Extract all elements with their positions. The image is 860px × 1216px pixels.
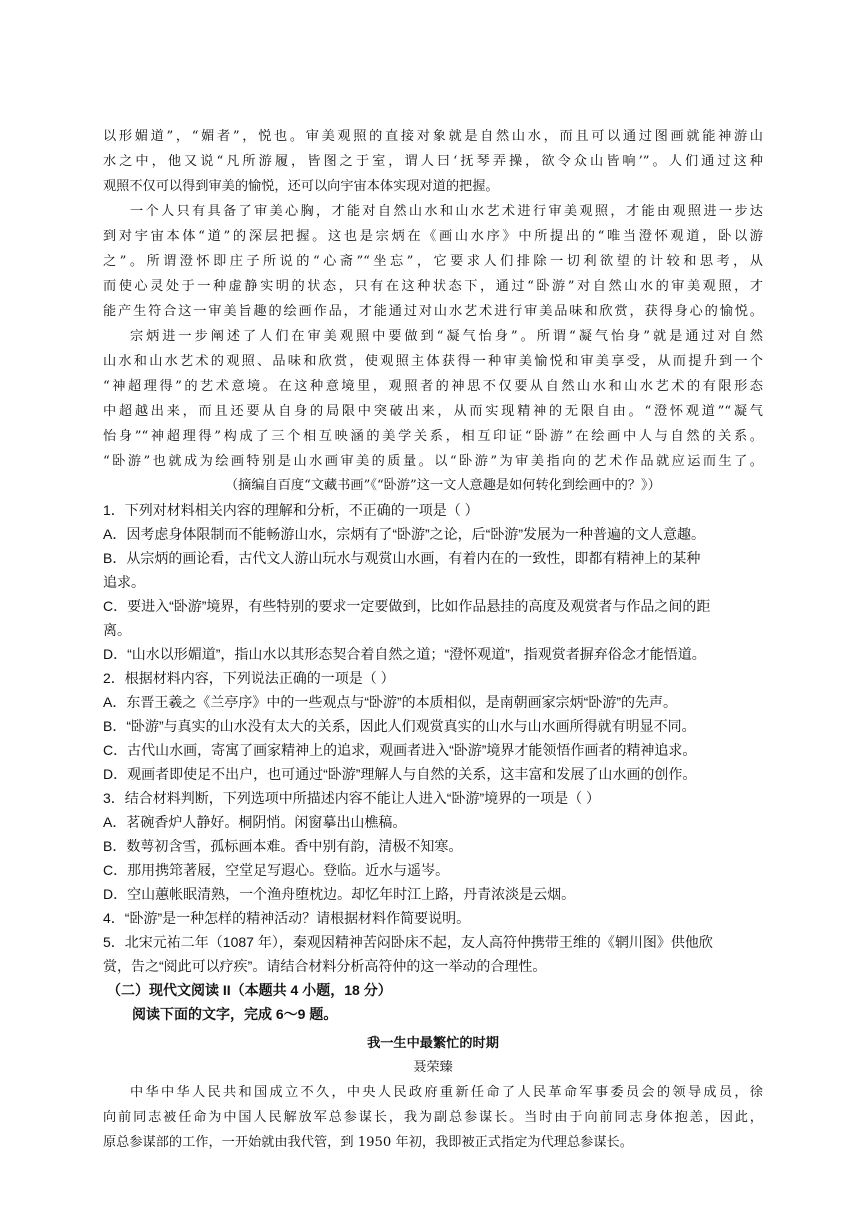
question-option: A．因考虑身体限制而不能畅游山水，宗炳有了“卧游”之论，后“卧游”发展为一种普遍的文人意趣。 <box>103 526 705 542</box>
question-stem: 2．根据材料内容，下列说法正确的一项是（ ） <box>103 670 395 686</box>
source-citation: （摘编自百度“文藏书画”《“卧游”这一文人意趣是如何转化到绘画中的？》） <box>225 478 661 493</box>
question-option: B．从宗炳的画论看，古代文人游山玩水与观赏山水画，有着内在的一致性，即都有精神上的某种 <box>103 550 701 566</box>
passage-line: 山水和山水艺术的观照、品味和欣赏，使观照主体获得一种审美愉悦和审美享受，从而提升到一个 <box>103 354 763 369</box>
question-option: D．观画者即使足不出户，也可通过“卧游”理解人与自然的关系，这丰富和发展了山水画的创作。 <box>103 766 697 782</box>
question-stem: 赏，告之“阅此可以疗疾”。请结合材料分析高符仲的这一举动的合理性。 <box>103 958 547 974</box>
question-option: D．“山水以形媚道”，指山水以其形态契合着自然之道；“澄怀观道”，指观赏者摒弃俗念才能悟道。 <box>103 646 706 662</box>
passage-line: 水之中，他又说“凡所游履，皆图之于室，谓人曰‘抚琴弄操，欲令众山皆响’”。人们通过这种 <box>103 154 763 169</box>
question-stem: 1．下列对材料相关内容的理解和分析，不正确的一项是（ ） <box>103 502 479 518</box>
question-stem: 5．北宋元祐二年（1087 年），秦观因精神苦闷卧床不起，友人高符仲携带王维的《辋川图》供他欣 <box>103 934 713 950</box>
question-option: D．空山蕙帐眠清熟，一个渔舟堕枕边。却忆年时江上路，丹青浓淡是云烟。 <box>103 886 576 902</box>
passage-line: 之”。所谓澄怀即庄子所说的“心斋”“坐忘”，它要求人们排除一切利欲望的计较和思考，从 <box>103 254 763 269</box>
passage-line: 而使心灵处于一种虚静实明的状态，只有在这种状态下，通过“卧游”对自然山水的审美观照，才 <box>103 279 763 294</box>
passage-line: 一个人只有具备了审美心胸，才能对自然山水和山水艺术进行审美观照，才能由观照进一步达 <box>130 204 763 219</box>
passage-line: 到对宇宙本体“道”的深层把握。这也是宗炳在《画山水序》中所提出的“唯当澄怀观道，卧以游 <box>103 229 763 244</box>
passage-line: 能产生符合这一审美旨趣的绘画作品，才能通过对山水艺术进行审美品味和欣赏，获得身心的愉悦。 <box>103 304 763 319</box>
question-option: C．那用携筇著屐，空堂足写遐心。登临。近水与遥岑。 <box>103 862 450 878</box>
article-line: 向前同志被任命为中国人民解放军总参谋长，我为副总参谋长。当时由于向前同志身体抱恙，因此， <box>103 1110 763 1125</box>
question-stem: 3．结合材料判断，下列选项中所描述内容不能让人进入“卧游”境界的一项是（ ） <box>103 790 600 806</box>
question-option: B．“卧游”与真实的山水没有太大的关系，因此人们观赏真实的山水与山水画所得就有明显不同。 <box>103 718 696 734</box>
article-line: 原总参谋部的工作，一开始就由我代管，到 1950 年初，我即被正式指定为代理总参谋长。 <box>103 1135 633 1150</box>
question-stem: 4．“卧游”是一种怎样的精神活动？请根据材料作简要说明。 <box>103 910 471 926</box>
passage-line: 观照不仅可以得到审美的愉悦，还可以向宇宙本体实现对道的把握。 <box>103 179 499 194</box>
article-line: 中华中华人民共和国成立不久，中央人民政府重新任命了人民革命军事委员会的领导成员，徐 <box>130 1085 763 1100</box>
passage-line: “卧游”也就成为绘画特别是山水画审美的质量。以“卧游”为审美指向的艺术作品就应运而生了。 <box>103 454 763 469</box>
question-option: 追求。 <box>103 574 145 590</box>
question-option: 离。 <box>103 622 131 638</box>
passage-line: 宗炳进一步阐述了人们在审美观照中要做到“凝气怡身”。所谓“凝气怡身”就是通过对自然 <box>130 329 763 344</box>
article-author: 聂荣臻 <box>413 1060 453 1075</box>
question-option: A．茗碗香炉人静好。桐阴悄。闲窗摹出山樵稿。 <box>103 814 407 830</box>
section-instruction: 阅读下面的文字，完成 6～9 题。 <box>132 1006 338 1022</box>
passage-line: 怡身”“神超理得”构成了三个相互映涵的美学关系，相互印证“卧游”在绘画中人与自然的关系。 <box>103 429 763 444</box>
question-option: C．要进入“卧游”境界，有些特别的要求一定要做到，比如作品悬挂的高度及观赏者与作品之间的距 <box>103 598 711 614</box>
passage-line: “神超理得”的艺术意境。在这种意境里，观照者的神思不仅要从自然山水和山水艺术的有限形态 <box>103 379 763 394</box>
question-option: C．古代山水画，寄寓了画家精神上的追求，观画者进入“卧游”境界才能领悟作画者的精神追求。 <box>103 742 697 758</box>
article-title: 我一生中最繁忙的时期 <box>367 1036 499 1051</box>
passage-line: 中超越出来，而且还要从自身的局限中突破出来，从而实现精神的无限自由。“澄怀观道”“凝气 <box>103 404 763 419</box>
question-option: B．数萼初含雪，孤标画本难。香中别有韵，清极不知寒。 <box>103 838 463 854</box>
section-heading: （二）现代文阅读 II（本题共 4 小题，18 分） <box>107 982 392 998</box>
passage-line: 以形媚道”，“媚者”，悦也。审美观照的直接对象就是自然山水，而且可以通过图画就能神游山 <box>103 129 763 144</box>
question-option: A．东晋王羲之《兰亭序》中的一些观点与“卧游”的本质相似，是南朝画家宗炳“卧游”的先声。 <box>103 694 677 710</box>
